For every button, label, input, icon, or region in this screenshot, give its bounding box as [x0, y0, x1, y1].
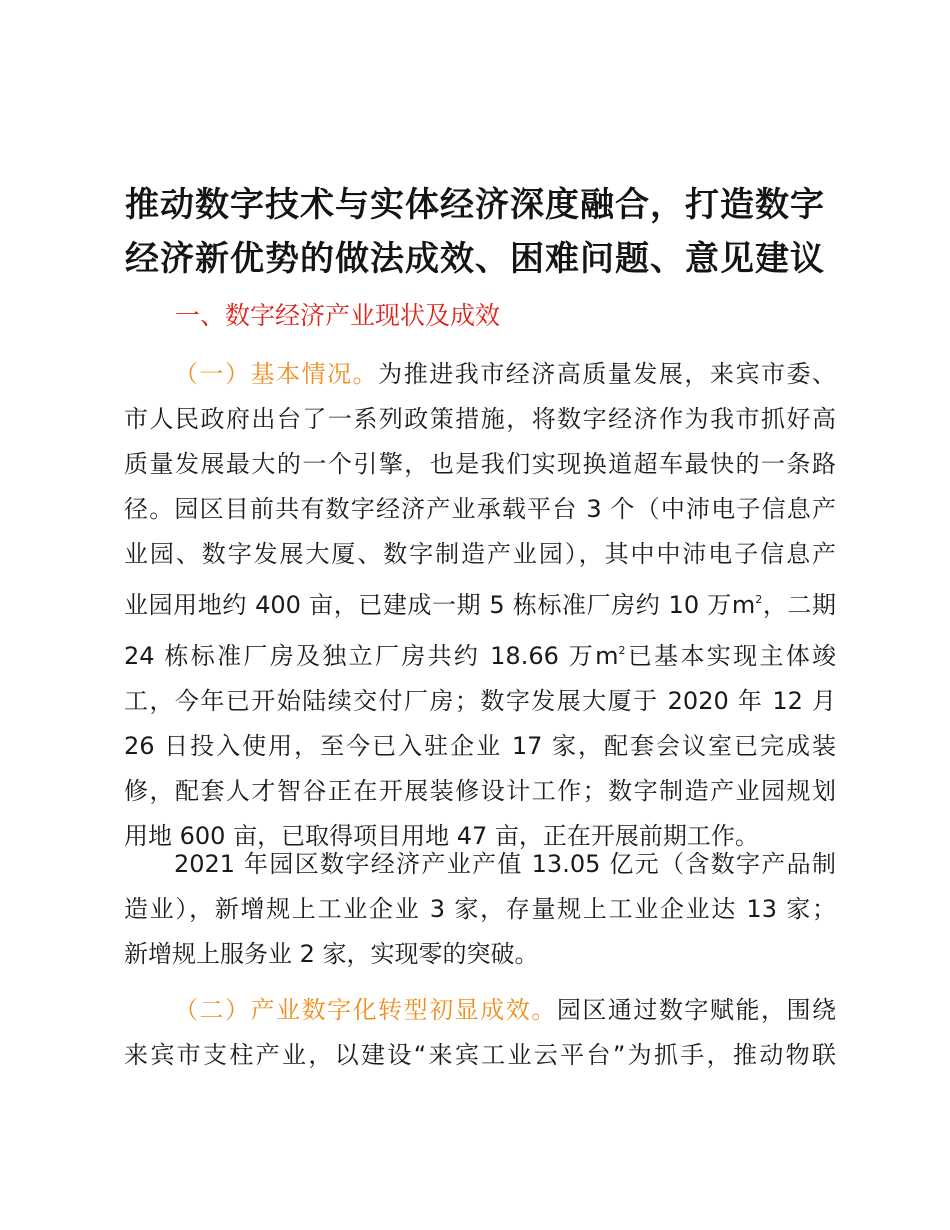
paragraph-line: 来宾市支柱产业，以建设“来宾工业云平台”为抓手，推动物联	[124, 1041, 836, 1069]
paragraph-line-text: 园区通过数字赋能，围绕	[556, 996, 837, 1024]
paragraph-output-value	[124, 842, 836, 977]
paragraph-line: 新增规上服务业 2 家，实现零的突破。	[124, 940, 539, 968]
paragraph-line	[124, 577, 836, 628]
paragraph-line: 修，配套人才智谷正在开展装修设计工作；数字制造产业园规划	[124, 777, 836, 805]
paragraph-line-text: ，二期	[762, 591, 836, 619]
superscript-2: 2	[618, 644, 626, 657]
paragraph-line: 26 日投入使用，至今已入驻企业 17 家，配套会议室已完成装	[124, 732, 836, 760]
subsection-heading: （二）产业数字化转型初显成效。	[174, 996, 557, 1024]
paragraph-digital-transformation	[124, 988, 836, 1078]
paragraph-line: 业园、数字发展大厦、数字制造产业园），其中中沛电子信息产	[124, 540, 836, 568]
paragraph-line	[124, 628, 836, 679]
paragraph-line	[124, 988, 836, 1033]
subsection-heading: （一）基本情况。	[174, 360, 379, 388]
document-title	[120, 178, 830, 286]
title-line-2: 经济新优势的做法成效、困难问题、意见建议	[125, 239, 825, 279]
paragraph-line: 径。园区目前共有数字经济产业承载平台 3 个（中沛电子信息产	[124, 495, 836, 523]
paragraph-line: 造业），新增规上工业企业 3 家，存量规上工业企业达 13 家；	[124, 895, 836, 923]
paragraph-line: 用地 600 亩，已取得项目用地 47 亩，正在开展前期工作。	[124, 822, 759, 850]
paragraph-line: 2021 年园区数字经济产业产值 13.05 亿元（含数字产品制	[174, 850, 836, 878]
paragraph-line-text: 已基本实现主体竣	[625, 642, 837, 670]
paragraph-line: 工，今年已开始陆续交付厂房；数字发展大厦于 2020 年 12 月	[124, 687, 836, 715]
paragraph-line	[124, 352, 836, 397]
paragraph-line: 市人民政府出台了一系列政策措施，将数字经济作为我市抓好高	[124, 405, 836, 433]
title-line-1: 推动数字技术与实体经济深度融合，打造数字	[125, 185, 825, 225]
paragraph-line: 质量发展最大的一个引擎，也是我们实现换道超车最快的一条路	[124, 450, 836, 478]
paragraph-line-text: 24 栋标准厂房及独立厂房共约 18.66 万m	[124, 642, 619, 670]
paragraph-line-text: 为推进我市经济高质量发展，来宾市委、	[378, 360, 837, 388]
superscript-2: 2	[755, 593, 763, 606]
section-heading: 一、数字经济产业现状及成效	[175, 301, 501, 330]
paragraph-line-text: 业园用地约 400 亩，已建成一期 5 栋标准厂房约 10 万m	[124, 591, 756, 619]
paragraph-basic-situation	[124, 352, 836, 859]
